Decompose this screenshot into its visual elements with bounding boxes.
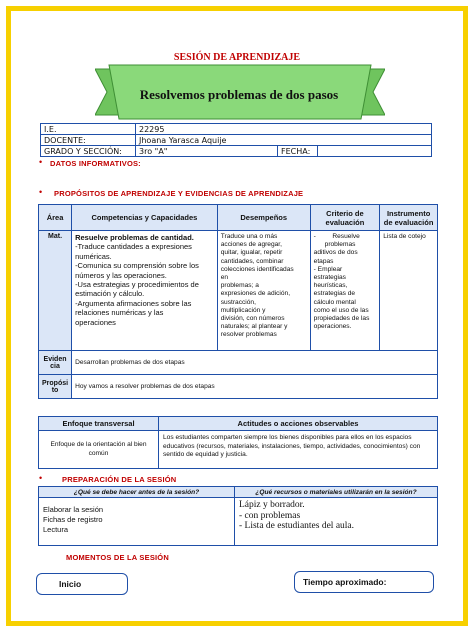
fecha-value bbox=[318, 146, 432, 157]
bullet-datos: • bbox=[39, 157, 43, 167]
bullet-propositos: • bbox=[39, 187, 43, 197]
docente-label: DOCENTE: bbox=[41, 135, 136, 146]
competencia-line: numéricas. bbox=[75, 251, 112, 261]
desempeno-line: en bbox=[220, 274, 229, 282]
desempeno-line: expresiones de adición, bbox=[220, 290, 291, 298]
competencia-line: -Comunica su comprensión sobre los bbox=[75, 261, 199, 271]
fecha-label: FECHA: bbox=[278, 146, 318, 157]
criterio-line: operaciones. bbox=[313, 323, 352, 331]
inicio-box: Inicio bbox=[36, 573, 128, 595]
bullet-preparacion: • bbox=[39, 473, 43, 483]
criterio-line: aditivos de dos bbox=[313, 249, 358, 257]
competencia-line: -Usa estrategias y procedimientos de bbox=[75, 280, 199, 290]
desempeno-line: división, con números bbox=[220, 315, 285, 323]
enfoque-cell: Enfoque de la orientación al bien común bbox=[39, 431, 159, 469]
enfoque-table bbox=[38, 416, 438, 469]
competencia-line: Resuelve problemas de cantidad. bbox=[75, 233, 194, 242]
criterio-line: heurísticas, bbox=[313, 282, 348, 290]
header-area: Área bbox=[39, 205, 72, 231]
desempeno-line: colecciones identificadas bbox=[220, 265, 294, 273]
enfoque-header: Enfoque transversal bbox=[39, 417, 159, 431]
area-cell: Mat. bbox=[39, 231, 72, 351]
evidencia-text: Desarrollan problemas de dos etapas bbox=[72, 351, 438, 375]
grado-label: GRADO Y SECCIÓN: bbox=[41, 146, 136, 157]
desempeno-line: naturales; al plantear y bbox=[220, 323, 288, 331]
section-propositos: PROPÓSITOS DE APRENDIZAJE Y EVIDENCIAS DE APRENDIZAJE bbox=[54, 189, 304, 198]
section-momentos: MOMENTOS DE LA SESIÓN bbox=[66, 553, 169, 562]
competencia-line: números y las operaciones. bbox=[75, 270, 167, 280]
competencia-line: relaciones numéricas y las bbox=[75, 308, 164, 318]
before-header: ¿Qué se debe hacer antes de la sesión? bbox=[39, 487, 235, 498]
resources-header: ¿Qué recursos o materiales utilizarán en la sesión? bbox=[235, 487, 438, 498]
criterio-line: estrategias bbox=[313, 274, 346, 282]
section-datos: DATOS INFORMATIVOS: bbox=[50, 159, 141, 168]
desempeno-line: quitar, igualar, repetir bbox=[220, 249, 283, 257]
lesson-title: Resolvemos problemas de dos pasos bbox=[139, 87, 339, 102]
criterio-line: - Emplear bbox=[313, 265, 343, 273]
criterio-line: propiedades de las bbox=[313, 315, 370, 323]
desempeno-line: sustracción, bbox=[220, 298, 256, 306]
criterio-cell bbox=[310, 231, 380, 351]
before-cell bbox=[39, 498, 235, 546]
desempeno-line: problemas; a bbox=[220, 282, 259, 290]
ie-value: 22295 bbox=[136, 124, 432, 135]
competencia-line: estimación y cálculo. bbox=[75, 289, 145, 299]
tiempo-box: Tiempo aproximado: bbox=[294, 571, 434, 593]
header-desempenos: Desempeños bbox=[217, 205, 310, 231]
proposito-text: Hoy vamos a resolver problemas de dos etapas bbox=[72, 375, 438, 399]
desempeno-line: acciones de agregar, bbox=[220, 241, 282, 249]
actitudes-cell: Los estudiantes comparten siempre los bienes disponibles para ellos en los espacios educativos (recursos, materiales, instalaciones, tiempo, actividades, conocimientos) con sentido de equidad y justicia. bbox=[159, 431, 438, 469]
resource-item: - con problemas bbox=[239, 510, 301, 521]
desempenos-cell bbox=[217, 231, 310, 351]
criterio-line: - Resuelve bbox=[313, 233, 360, 240]
criterio-line: etapas bbox=[313, 257, 334, 265]
before-item: Lectura bbox=[43, 525, 69, 534]
resources-cell bbox=[235, 498, 438, 546]
ie-label: I.E. bbox=[41, 124, 136, 135]
evidencia-label: Eviden cia bbox=[39, 351, 72, 375]
competencia-line: operaciones bbox=[75, 317, 116, 327]
preparation-table bbox=[38, 486, 438, 546]
docente-value: Jhoana Yarasca Aquije bbox=[136, 135, 432, 146]
desempeno-line: cantidades, combinar bbox=[220, 257, 284, 265]
purposes-table bbox=[38, 204, 438, 399]
criterio-line: problemas bbox=[313, 241, 356, 249]
actitudes-header: Actitudes o acciones observables bbox=[159, 417, 438, 431]
proposito-label: Propósi to bbox=[39, 375, 72, 399]
competencia-line: -Argumenta afirmaciones sobre las bbox=[75, 298, 192, 308]
criterio-line: estrategias de bbox=[313, 290, 356, 298]
desempeno-line: Traduce una o más bbox=[220, 233, 278, 240]
header-criterio: Criterio de evaluación bbox=[310, 205, 380, 231]
criterio-line: cálculo mental bbox=[313, 298, 356, 306]
desempeno-line: resolver problemas bbox=[220, 331, 277, 339]
resource-item: Lápiz y borrador. bbox=[239, 500, 305, 510]
info-table bbox=[40, 123, 432, 157]
header-instrumento: Instrumento de evaluación bbox=[380, 205, 438, 231]
section-preparacion: PREPARACIÓN DE LA SESIÓN bbox=[62, 475, 177, 484]
before-item: Fichas de registro bbox=[43, 515, 103, 524]
session-title: SESIÓN DE APRENDIZAJE bbox=[173, 52, 301, 63]
desempeno-line: multiplicación y bbox=[220, 306, 266, 314]
header-competencias: Competencias y Capacidades bbox=[72, 205, 218, 231]
resource-item: - Lista de estudiantes del aula. bbox=[239, 521, 355, 531]
grado-value: 3ro "A" bbox=[136, 146, 278, 157]
criterio-line: como el uso de las bbox=[313, 306, 369, 314]
competencia-line: -Traduce cantidades a expresiones bbox=[75, 242, 192, 252]
before-item: Elaborar la sesión bbox=[43, 505, 104, 514]
competencias-cell bbox=[72, 231, 218, 351]
instrumento-cell: Lista de cotejo bbox=[380, 231, 438, 351]
